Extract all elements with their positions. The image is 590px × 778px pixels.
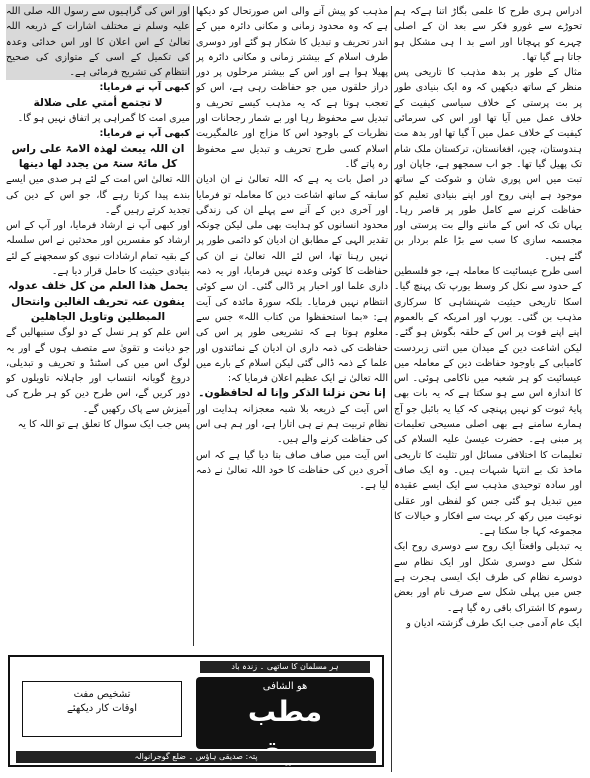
paragraph: اور کبھی آپ نے ارشاد فرمایا، اور آپ کے اس ارشاد کو مفسرین اور محدثین نے اس سلسلہ کے بقیہ تمام ارشادات نبوی کو سمجھنے کے لئے بنیادی حیثیت کا حامل قرار دیا ہے۔ xyxy=(6,220,190,278)
paragraph: در اصل بات یہ ہے کہ اللہ تعالیٰ نے ان ادیان سابقہ کے ساتھ اشاعت دین کا معاملہ تو فرمایا اور آخری دین کے آنے سے پہلے ان کی زندگی محدود انسانوں کو ہدایت بھی ملی لیکن چونکہ تقدیر الہی کے مطابق ان ادیان کو دائمی طور پر نہیں رہنا تھا، اس لئے اللہ تعالیٰ نے ان کی حفاظت کا کوئی وعدہ نہیں فرمایا، اور یہ ذمہ داری علما اور احبار پر ڈالی گئی۔ ان سے کوئی انتظام نہیں فرمایا۔ بلکہ سورۃ مائدہ کی آیت ہے: «بما استحفظوا من کتاب اللہ» جس سے معلوم ہوتا ہے کہ تشریعی طور پر اس کی حفاظت کی ذمہ داری ان ادیان کے نمائندوں اور علما کے ذمہ ڈالی گئی لیکن اسلام کے بارے میں اللہ تعالیٰ نے ایک عظیم اعلان فرمایا کہ: xyxy=(196,174,388,385)
advert-info-line: اوقات کار دیکھئے xyxy=(66,703,138,714)
paragraph: لا تجتمع أمتي على ضلالة xyxy=(33,96,163,109)
clinic-advertisement xyxy=(8,655,384,767)
paragraph: اسی طرح عیسائیت کا معاملہ ہے، جو فلسطین کے حدود سے نکل کر وسط یورپ تک پہنچ گیا۔ اسکا تاریخی حیثیت شہنشاہی کا سرکاری مذہب بن گئی۔ یورپ اور امریکہ کے بالعموم اپنے اپنے قوت پر اس کے حلقہ بگوش ہو گئے۔ لیکن اشاعت دین کے میدان میں اتنی زبردست کامیابی کے باوجود حفاظت دین کے معاملہ میں عیسائیت کو ہر شعبہ میں ناکامی ہوئی۔ اس کا اندازہ اس سے ہو سکتا ہے کہ یہ بات بھی پایۂ ثبوت کو نہیں پہنچی کہ کیا یہ بائبل جو آج ہمارے سامنے ہے بھی اصلی مسیحی تعلیمات پر مبنی ہے۔ حضرت عیسیٰ علیہ السلام کی تعلیمات کا اختلافی مسائل اور تثلیث کا تاریخی ماخذ تک بے انتہا شبہات ہیں۔ وہ ایک صاف اور سادہ توحیدی مذہب سے ایک ایسے عقیدہ میں تبدیل ہو گئی جس کو لفظی اور عقلی نوعیت میں رکھ کر بہت سے افکار و خیالات کا مجموعہ کہا جا سکتا ہے۔ xyxy=(394,266,582,538)
clinic-logo xyxy=(196,677,374,749)
paragraph: ان اللہ یبعث لھذہ الامۃ علی راس کل مائۃ سنۃ من یجدد لھا دینھا xyxy=(11,142,185,170)
paragraph: اس آیت کے ذریعہ بلا شبہ معجزانہ ہدایت اور نظام تربیت ہم نے ہی اتارا ہے، اور ہم ہی اس کی حفاظت کرنے والے ہیں۔ xyxy=(196,403,388,446)
advert-address-strip: پتہ: صدیقی ہاؤس ۔ ضلع گوجرانوالہ xyxy=(16,751,376,763)
paragraph: مذہب کو پیش آنے والی اس صورتحال کو دیکھا ہے کہ وہ محدود زمانی و مکانی دائرہ میں کے اندر تحریف و تبدیل کا شکار ہو گئے اور دوسری طرف اسلام کے بیشتر زمانی و مکانی دائرہ پر پھیلا ہوا ہے اور اس کے بیشتر مرحلوں پر دور دراز حلقوں میں جو حفاظت رہی ہے، اس کو تعجب ہوتا ہے کہ یہ مذہب کیسے تحریف و تبدیل سے محفوظ رہا اور بے شمار رجحانات اور نظریات کے باوجود اس کا مزاج اور عالمگیریت اسلام کسی طرح تحریف و تبدیل سے محفوظ رہ پاتے گا۔ xyxy=(196,6,388,170)
paragraph: یحمل ھذا العلم من کل خلف عدولہ ینفون عنہ تحریف الغالین وانتحال المبطلین وتاویل الجاھلین xyxy=(7,280,189,323)
logo-tagline: ھو الشافی xyxy=(262,681,308,692)
paragraph: اللہ تعالیٰ اس امت کے لئے ہر صدی میں ایسے بندے پیدا کرتا رہے گا، جو اس کے دین کی تجدید کرتے رہیں گے۔ xyxy=(6,174,190,216)
paragraph: اس آیت میں صاف صاف بتا دیا گیا ہے کہ اس آخری دین کی حفاظت کا خود اللہ تعالیٰ نے ذمہ لیا ہے۔ xyxy=(196,449,388,492)
paragraph: میری امت کا گمراہی پر اتفاق نہیں ہو گا۔ xyxy=(17,113,190,125)
paragraph: اور اس کی گراہیوں سے رسول اللہ صلی اللہ علیہ وسلم نے مختلف اشارات کے ذریعہ اللہ تعالیٰ کے اس اعلان کا اور اس خدائی وعدہ کی تکمیل کے اسی کے متوازی کی صحیح انتظام کی تشریح فرمائی ہے۔ xyxy=(6,4,190,80)
paragraph: اس علم کو ہر نسل کے دو لوگ سنبھالیں گے جو دیانت و تقویٰ سے متصف ہوں گے اور یہ لوگ اس میں کی اسٹنڈ و تحریف و تبدیلی، دروغ گویانہ انتساب اور جاہلانہ تاویلوں کو دور کریں گے، اس طرح دین کو ہر طرح کی آمیزش سے پاک رکھیں گے۔ xyxy=(6,327,190,415)
column-divider xyxy=(391,6,392,772)
article-column-middle xyxy=(196,4,388,652)
paragraph: إنا نحن نزلنا الذكر وإنا له لحافظون۔ xyxy=(198,387,386,400)
advert-info-line: تشخیص مفت xyxy=(73,689,131,700)
advert-top-strip: ہر مسلمان کا ساتھی ۔ زندہ باد xyxy=(200,661,370,673)
article-column-right xyxy=(394,4,582,774)
paragraph: کبھی آپ نے فرمایا: xyxy=(99,128,190,140)
article-column-left xyxy=(6,4,190,652)
paragraph: کبھی آپ نے فرمایا: xyxy=(99,82,190,94)
paragraph: یہ تبدیلی واقعتاً ایک روح سے دوسری روح ایک شکل سے دوسری شکل اور ایک نظام سے دوسرے نظام کی طرف ایک ایسی ہجرت ہے جس میں پہلی شکل سے صرف نام اور بعض رسوم کا اشتراک باقی رہ گیا ہے۔ xyxy=(394,541,582,614)
column-divider xyxy=(193,6,194,646)
paragraph: پس جب ایک سوال کا تعلق ہے تو اللہ کا یہ xyxy=(17,419,190,431)
paragraph: ایک عام آدمی جب ایک طرف گزشتہ ادیان و xyxy=(406,617,582,629)
advert-info-box xyxy=(22,681,182,737)
paragraph: ادراس ہری طرح کا علمی بگاڑ اتنا ہےکہ ہم تحوڑے سے غورو فکر سے بعد ان کے اصلی چہرے کو پہچانا اور اسے بد ا ہی مشکل ہو جاتا ہے گیا تھا۔ xyxy=(394,6,582,63)
paragraph: مثال کے طور پر بدھ مذہب کا تاریخی پس منظر کے ساتھ دیکھیں کہ وہ ایک بنیادی طور پر بت پرستی کے خلاف سیاسی کیفیت کے خلاف عمل میں آیا تھا اور اس کی سرمائی کیفیت کے خلاف عمل میں آ گیا تھا اور بدھ مت ہندوستان، چین، افغانستان، ترکستان ملک شام تک پھیل گیا تھا۔ جو اب سمجھو ہے، جاپان اور تبت میں اس پوری شان و شوکت کے ساتھ موجود ہے اپنی روح اور اپنے بنیادی تعلیم کو حفاظت کرنے سے کامل طور پر قاصر رہا۔ یہاں تک کہ اس کے ماننے والے بت پرستی اور مجسمہ سازی کا سب سے بڑا علم بردار بن گئے ہیں۔ xyxy=(394,67,582,262)
clinic-name: مطب xyxy=(247,695,323,728)
